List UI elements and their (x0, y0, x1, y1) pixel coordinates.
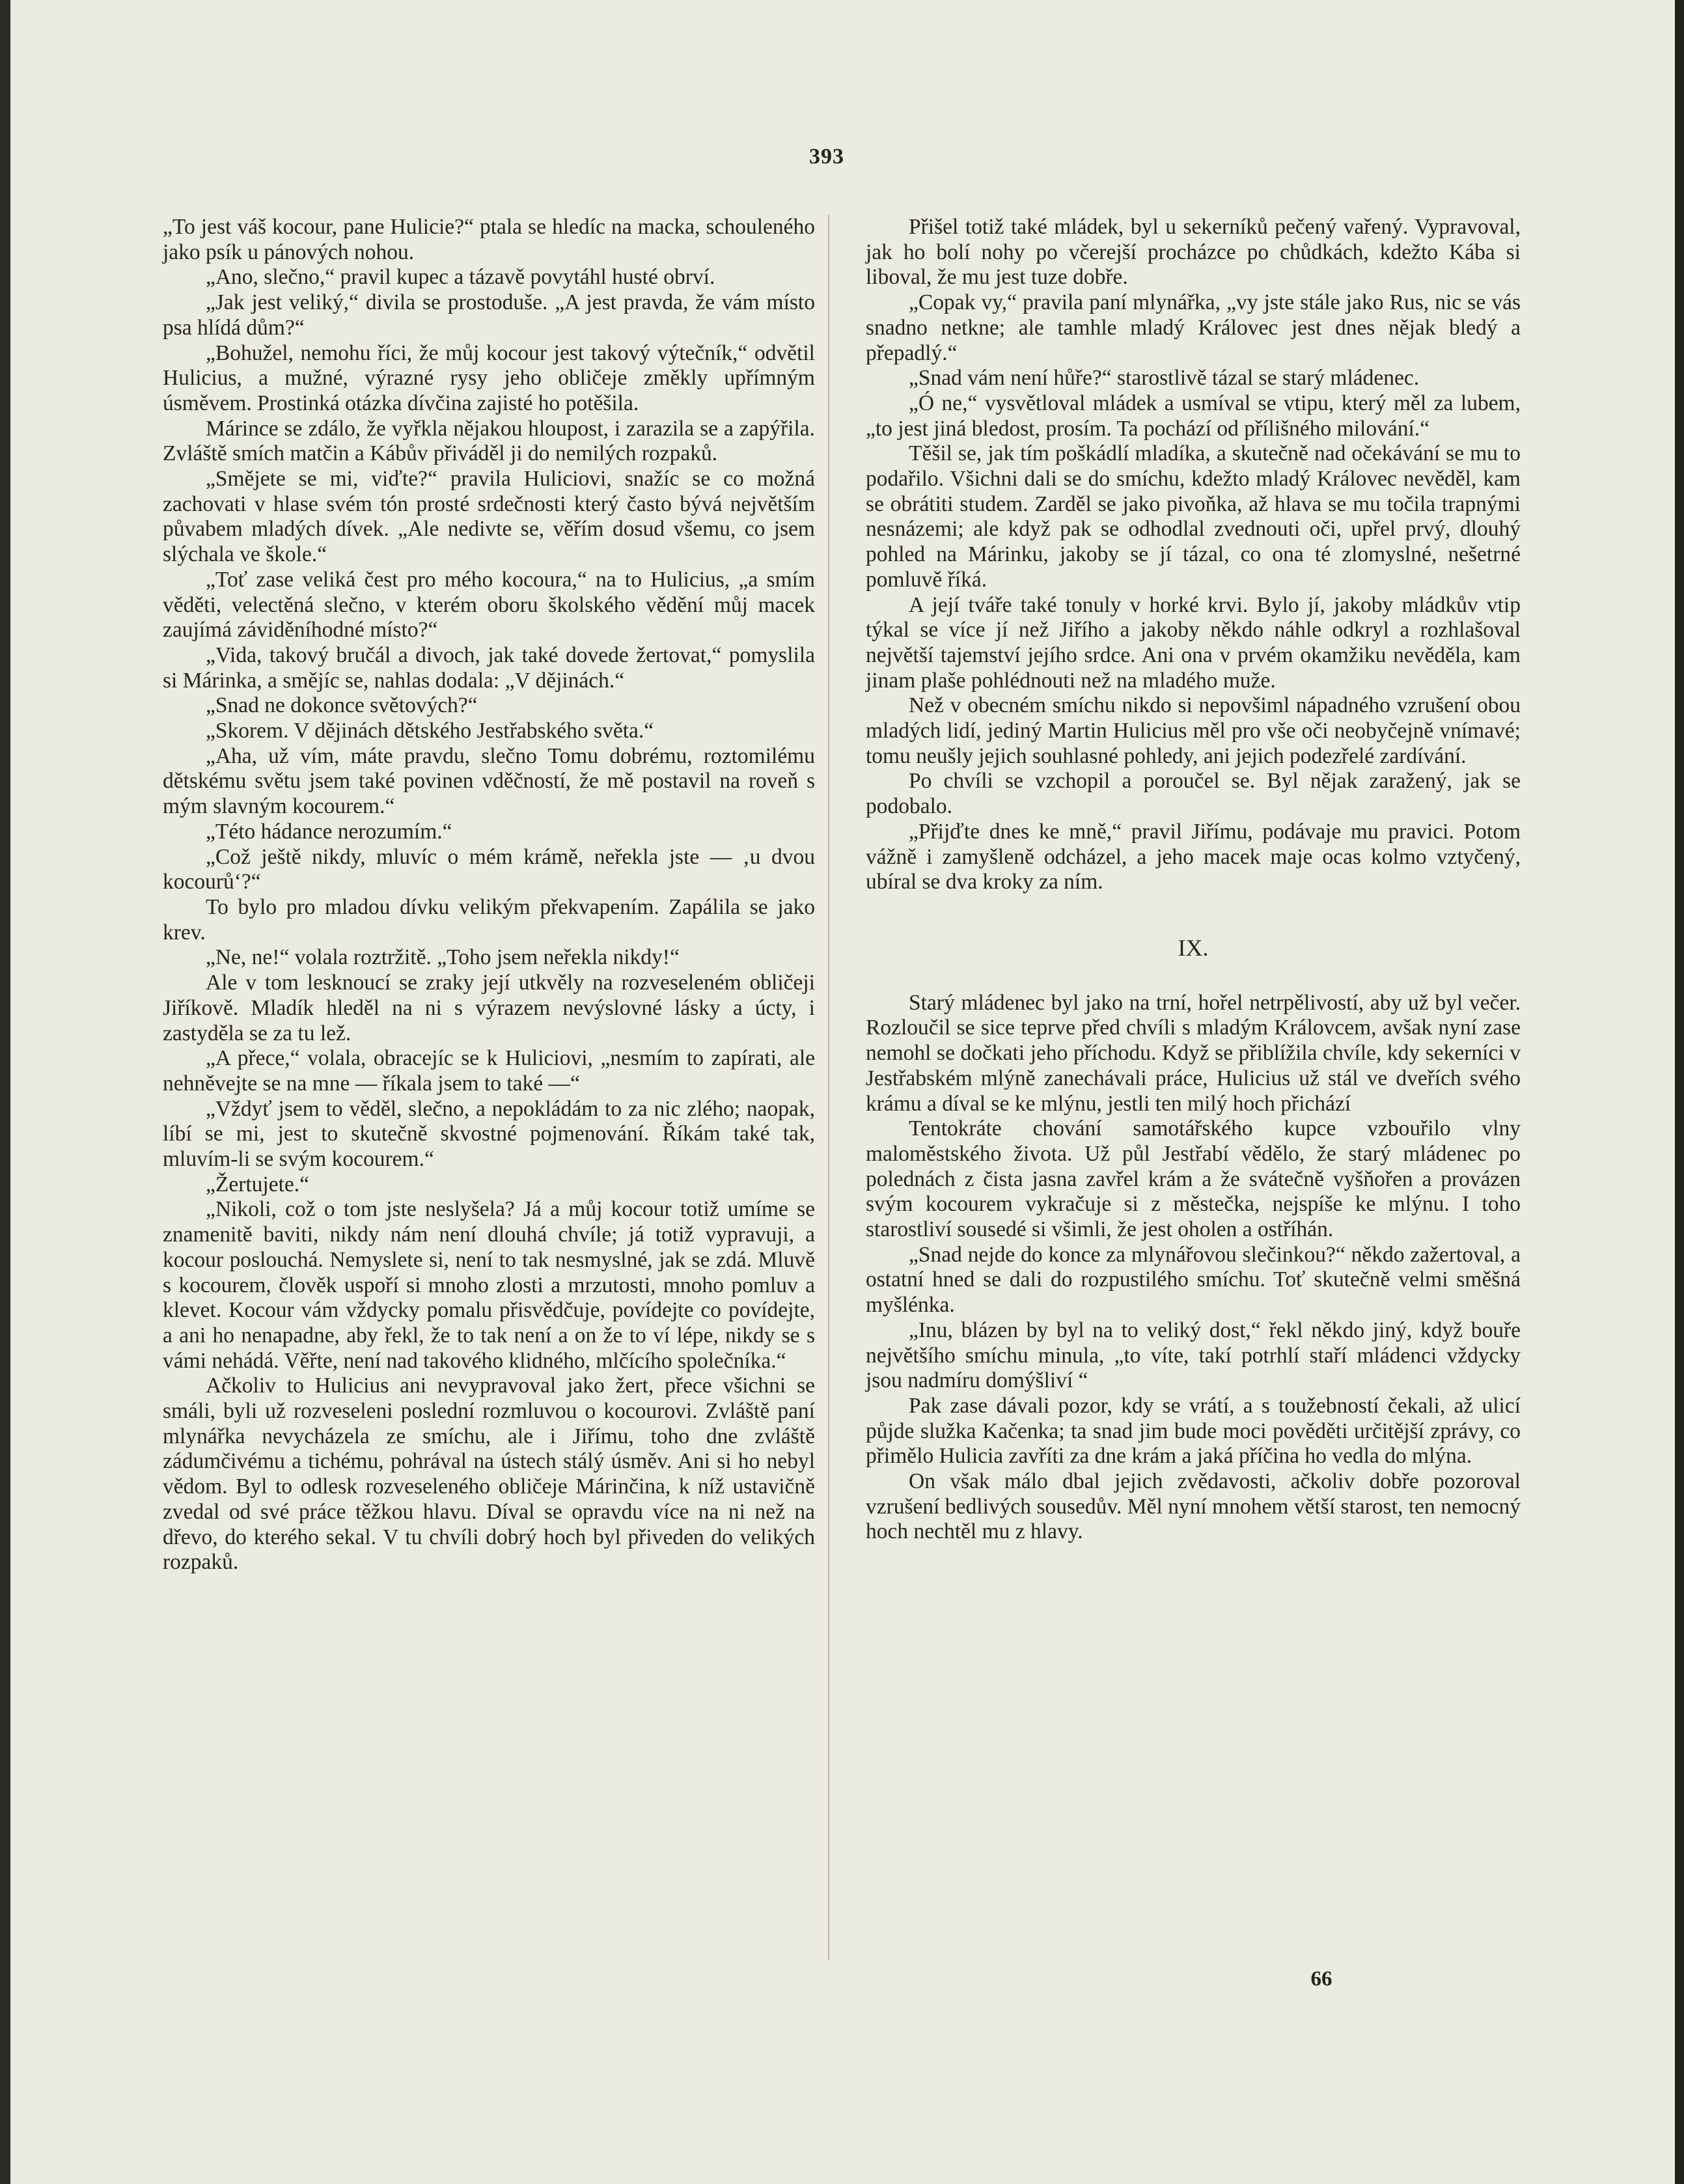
paragraph: „Ne, ne!“ volala roztržitě. „Toho jsem neřekla nikdy!“ (206, 945, 680, 970)
paragraph: „Ano, slečno,“ pravil kupec a tázavě povytáhl husté obrví. (206, 265, 715, 290)
paragraph: „Této hádance nerozumím.“ (206, 819, 452, 844)
paragraph: „Aha, už vím, máte pravdu, slečno Tomu dobrému, roztomilému dětskému světu jsem také povinen vděčností, že mě postavil na roveň s mým slavným kocourem.“ (163, 743, 815, 819)
paragraph: „Copak vy,“ pravila paní mlynářka, „vy jste stále jako Rus, nic se vás snadno netkne; ale tamhle mladý Královec jest dnes nějak bledý a přepadlý.“ (866, 290, 1521, 365)
right-column (866, 215, 1521, 1545)
paragraph: „Přijďte dnes ke mně,“ pravil Jiřímu, podávaje mu pravici. Potom vážně i zamyšleně odcházel, a jeho macek maje ocas kolmo vztyčený, ubíral se dva kroky za ním. (866, 819, 1521, 894)
paragraph: „Toť zase veliká čest pro mého kocoura,“ na to Hulicius, „a smím věděti, velectěná slečno, v kterém oboru školského vědění můj macek zaujímá záviděníhodné místo?“ (163, 567, 815, 643)
paragraph: „Snad vám není hůře?“ starostlivě tázal se starý mládenec. (909, 366, 1420, 391)
paragraph: Márince se zdálo, že vyřkla nějakou hloupost, i zarazila se a zapýřila. Zvláště smích matčin a Kábův přiváděl ji do nemilých rozpaků. (163, 416, 815, 466)
column-divider (828, 215, 829, 1959)
paragraph: „Vida, takový bručál a divoch, jak také dovede žertovat,“ pomyslila si Márinka, a smějíc se, nahlas dodala: „V dějinách.“ (163, 643, 815, 693)
paragraph: On však málo dbal jejich zvědavosti, ačkoliv dobře pozoroval vzrušení bedlivých sousedův. Měl nyní mnohem větší starost, ten nemocný hoch nechtěl mu z hlavy. (866, 1469, 1521, 1544)
paragraph: „Což ještě nikdy, mluvíc o mém krámě, neřekla jste — ‚u dvou kocourů‘?“ (163, 844, 815, 894)
printer-signature-mark: 66 (1310, 1967, 1332, 1991)
page-right-edge (1675, 0, 1684, 2184)
paragraph: „Snad ne dokonce světových?“ (206, 693, 478, 718)
paragraph: „Žertujete.“ (206, 1172, 310, 1196)
paragraph: „Skorem. V dějinách dětského Jestřabského světa.“ (206, 719, 654, 743)
paragraph: „To jest váš kocour, pane Hulicie?“ ptala se hledíc na macka, schouleného jako psík u pánových nohou. (163, 215, 815, 264)
left-column (163, 215, 815, 1575)
paragraph: Starý mládenec byl jako na trní, hořel netrpělivostí, aby už byl večer. Rozloučil se sice teprve před chvíli s mladým Královcem, avšak nyní zase nemohl se dočkati jeho příchodu. Když se přiblížila chvíle, kdy sekerníci v Jestřabském mlýně zanechávali práce, Hulicius už stál ve dveřích svého krámu a díval se ke mlýnu, jestli ten milý hoch přichází (866, 990, 1521, 1116)
paragraph: „Inu, blázen by byl na to veliký dost,“ řekl někdo jiný, když bouře největšího smíchu minula, „to víte, takí potrhlí staří mládenci vždycky jsou nadmíru domýšliví “ (866, 1318, 1521, 1393)
paragraph: Přišel totiž také mládek, byl u sekerníků pečený vařený. Vypravoval, jak ho bolí nohy po včerejší procházce po chůdkách, kdežto Kába si liboval, že mu jest tuze dobře. (866, 215, 1521, 290)
paragraph: Po chvíli se vzchopil a poroučel se. Byl nějak zaražený, jak se podobalo. (866, 769, 1521, 819)
chapter-heading: IX. (1178, 934, 1209, 961)
paragraph: Ale v tom lesknoucí se zraky její utkvěly na rozveseleném obličeji Jiříkově. Mladík hleděl na ni s výrazem nevýslovné lásky a úcty, i zastyděla se za tu lež. (163, 971, 815, 1045)
paragraph: Tentokráte chování samotářského kupce vzbouřilo vlny maloměstského života. Už půl Jestřabí vědělo, že starý mládenec po polednách z čista jasna zavřel krám a že svátečně vyšňořen a provázen svým kocourem vykračuje si z městečka, nejspíše ke mlýnu. I toho starostliví sousedé si všimli, že jest oholen a ostříhán. (866, 1116, 1521, 1242)
paragraph: „Vždyť jsem to věděl, slečno, a nepokládám to za nic zlého; naopak, líbí se mi, jest to skutečně skvostné pojmenování. Říkám také tak, mluvím-li se svým kocourem.“ (163, 1096, 815, 1172)
page-number: 393 (809, 145, 844, 169)
paragraph: Ačkoliv to Hulicius ani nevypravoval jako žert, přece všichni se smáli, byli už rozveseleni poslední rozmluvou o kocourovi. Zvláště paní mlynářka nevycházela ze smíchu, ale i Jiřímu, toho dne zvláště zádumčivému a tichému, pohrával na ústech stálý úsměv. Ani si ho nebyl vědom. Byl to odlesk rozveseleného obličeje Márinčina, k níž ustavičně zvedal od své práce těžkou hlavu. Díval se opravdu více na ni než na dřevo, do kterého sekal. V tu chvíli dobrý hoch byl přiveden do velikých rozpaků. (163, 1374, 815, 1575)
paragraph: „Smějete se mi, viďte?“ pravila Huliciovi, snažíc se co možná zachovati v hlase svém tón prosté srdečnosti který často bývá největším půvabem mladých dívek. „Ale nedivte se, věřím dosud všemu, co jsem slýchala ve škole.“ (163, 467, 815, 567)
paragraph: A její tváře také tonuly v horké krvi. Bylo jí, jakoby mládkův vtip týkal se více jí než Jiřího a jakoby někdo náhle odkryl a rozhlašoval největší tajemství jejího srdce. Ani ona v prvém okamžiku nevěděla, kam jinam plaše pohlédnouti než na mladého muže. (866, 592, 1521, 693)
paragraph: To bylo pro mladou dívku velikým překvapením. Zapálila se jako krev. (163, 894, 815, 945)
paragraph: „Bohužel, nemohu říci, že můj kocour jest takový výtečník,“ odvětil Hulicius, a mužné, výrazné rysy jeho obličeje změkly upřímným úsměvem. Prostinká otázka dívčina zajisté ho potěšila. (163, 340, 815, 415)
paragraph: „Jak jest veliký,“ divila se prostoduše. „A jest pravda, že vám místo psa hlídá dům?“ (163, 290, 815, 340)
page-left-edge (0, 0, 10, 2184)
paragraph: „Snad nejde do konce za mlynářovou slečinkou?“ někdo zažertoval, a ostatní hned se dali do rozpustilého smíchu. Toť skutečně velmi směšná myšlénka. (866, 1242, 1521, 1318)
paragraph: „Ó ne,“ vysvětloval mládek a usmíval se vtipu, který měl za lubem, „to jest jiná bledost, prosím. Ta pochází od přílišného milování.“ (866, 391, 1521, 441)
paragraph: „A přece,“ volala, obracejíc se k Huliciovi, „nesmím to zapírati, ale nehněvejte se na mne — říkala jsem to také —“ (163, 1046, 815, 1096)
paragraph: Pak zase dávali pozor, kdy se vrátí, a s toužebností čekali, až ulicí půjde služka Kačenka; ta snad jim bude moci pověděti určitější zprávy, co přimělo Hulicia zavříti za dne krám a jaká příčina ho vedla do mlýna. (866, 1393, 1521, 1469)
paragraph: Těšil se, jak tím poškádlí mladíka, a skutečně nad očekávání se mu to podařilo. Všichni dali se do smíchu, kdežto mladý Královec nevěděl, kam se obrátiti studem. Zarděl se jako pivoňka, až hlava se mu točila trapnými nesnázemi; ale když pak se odhodlal zvednouti oči, upřel prvý, dlouhý pohled na Márinku, jakoby se jí tázal, co ona té zlomyslné, nešetrné pomluvě říká. (866, 441, 1521, 592)
paragraph: Než v obecném smíchu nikdo si nepovšiml nápadného vzrušení obou mladých lidí, jediný Martin Hulicius měl pro vše oči neobyčejně vnímavé; tomu neušly jejich souhlasné pohledy, ani jejich podezřelé zardívání. (866, 693, 1521, 768)
paragraph: „Nikoli, což o tom jste neslyšela? Já a můj kocour totiž umíme se znamenitě baviti, nikdy nám není dlouhá chvíle; já totiž vypravuji, a kocour poslouchá. Nemyslete si, není to tak nesmyslné, jak se zdá. Mluvě s kocourem, člověk uspoří si mnoho zlosti a mrzutosti, mnoho pomluv a klevet. Kocour vám vždycky pomalu přisvědčuje, povídejte co povídejte, a ani ho nenapadne, aby řekl, že to tak není a on že to ví lépe, nikdy se s vámi nehádá. Věřte, není nad takového klidného, mlčícího společníka.“ (163, 1197, 815, 1373)
